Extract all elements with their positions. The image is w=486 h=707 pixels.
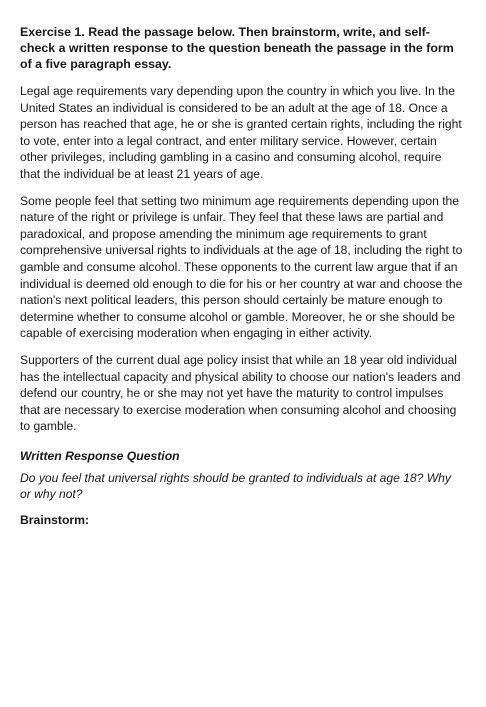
passage-paragraph-2: Some people feel that setting two minimum age requirements depending upon the nature of the right or privilege is unfair. They feel that these laws are partial and paradoxical, and propose amending the minimum age requirements to grant comprehensive universal rights to individuals at the age of 18, including the right to gamble and consume alcohol. These opponents to the current law argue that if an individual is deemed old enough to die for his or her country at war and choose the nation's next political leaders, this person should certainly be mature enough to determine whether to consume alcohol or gamble. Moreover, he or she should be capable of exercising moderation when engaging in either activity. <box>20 193 463 341</box>
written-response-heading: Written Response Question <box>20 448 180 463</box>
worksheet-page <box>20 24 465 528</box>
passage-paragraph-3: Supporters of the current dual age policy insist that while an 18 year old individual has the intellectual capacity and physical ability to choose our nation's leaders and defend our country, he or she may not yet have the maturity to control impulses that are necessary to exercise moderation when consuming alcohol and choosing to gamble. <box>20 352 461 434</box>
exercise-title: Exercise 1. Read the passage below. Then brainstorm, write, and self-check a written response to the question beneath the passage in the form of a five paragraph essay. <box>20 25 454 71</box>
brainstorm-label: Brainstorm: <box>20 513 90 528</box>
written-response-question: Do you feel that universal rights should be granted to individuals at age 18? Why or why not? <box>20 470 451 502</box>
passage-paragraph-1: Legal age requirements vary depending upon the country in which you live. In the United States an individual is considered to be an adult at the age of 18. Once a person has reached that age, he or she is granted certain rights, including the right to vote, enter into a legal contract, and enter military service. However, certain other privileges, including gambling in a casino and consuming alcohol, require that the individual be at least 21 years of age. <box>20 84 462 181</box>
